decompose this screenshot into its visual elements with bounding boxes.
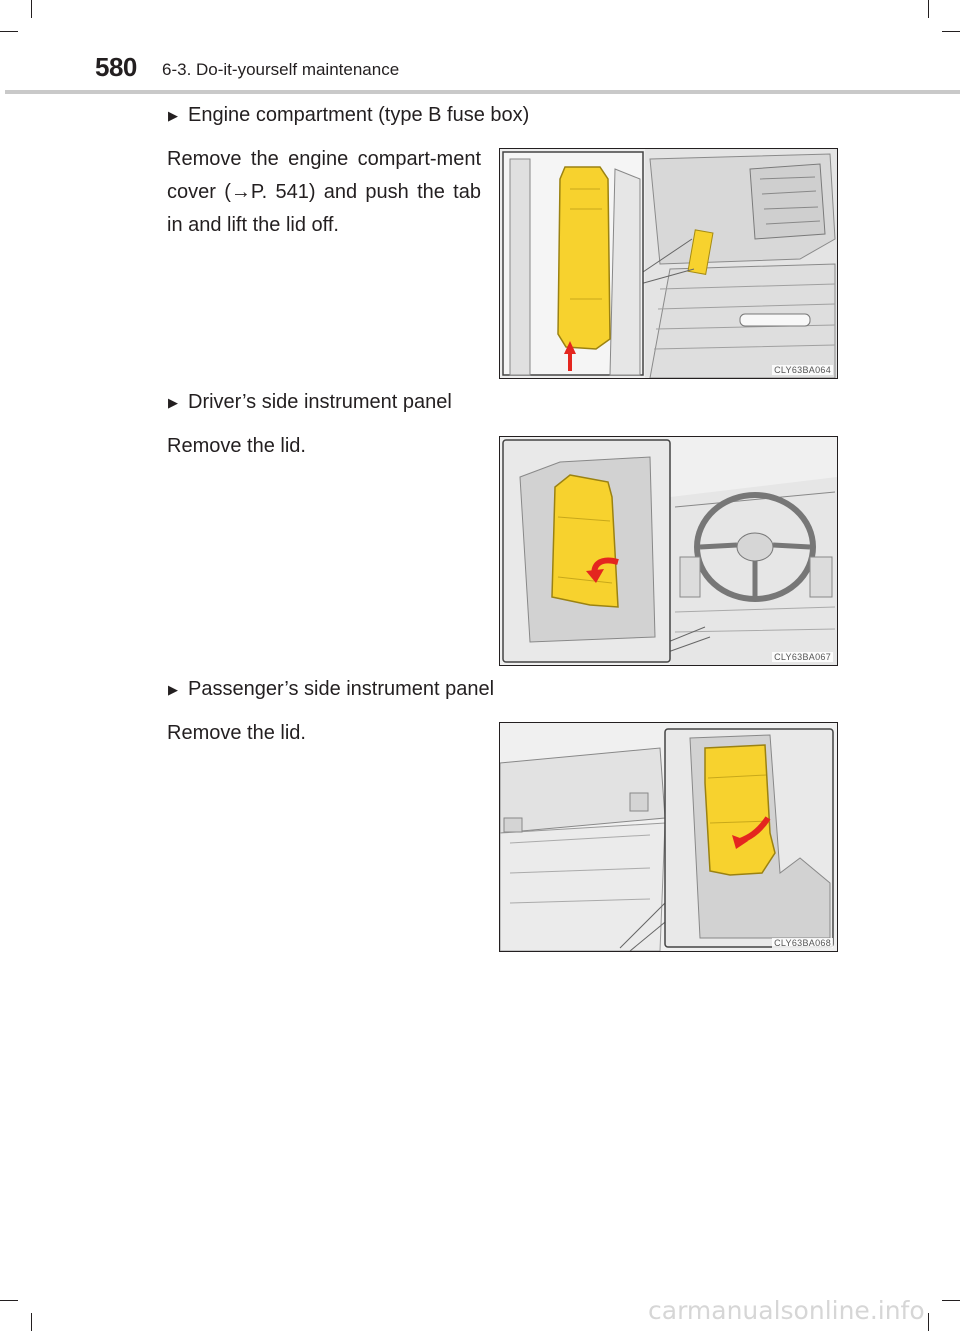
crop-mark xyxy=(0,31,18,32)
watermark: carmanualsonline.info xyxy=(648,1296,925,1325)
passenger-side-panel-figure xyxy=(499,722,838,952)
figure-code: CLY63BA064 xyxy=(774,365,831,375)
instruction-text: Remove the engine compart-ment cover (→P. 541) and push the tab in and lift the lid off. xyxy=(167,148,481,236)
figure-code: CLY63BA068 xyxy=(774,938,831,948)
crop-mark xyxy=(31,0,32,18)
engine-compartment-figure xyxy=(499,148,838,379)
section-title: 6-3. Do-it-yourself maintenance xyxy=(162,60,400,79)
crop-mark xyxy=(0,1300,18,1301)
instruction-text: Remove the lid. xyxy=(167,435,306,457)
triangle-bullet-icon: ▶ xyxy=(168,681,178,697)
page-number: 580 xyxy=(95,52,137,82)
section-heading-driver-side xyxy=(168,391,452,414)
triangle-bullet-icon: ▶ xyxy=(168,394,178,410)
driver-side-panel-illustration xyxy=(500,437,837,665)
crop-mark xyxy=(31,1313,32,1331)
section-heading-engine-compartment xyxy=(168,104,529,127)
figure-code: CLY63BA067 xyxy=(774,652,831,662)
heading-label: Driver’s side instrument panel xyxy=(188,391,452,413)
crop-mark xyxy=(928,1313,929,1331)
heading-label: Passenger’s side instrument panel xyxy=(188,678,495,700)
header-rule xyxy=(5,90,960,94)
crop-mark xyxy=(942,1300,960,1301)
heading-label: Engine compartment (type B fuse box) xyxy=(188,104,530,126)
engine-compartment-illustration xyxy=(500,149,837,378)
instruction-text: Remove the lid. xyxy=(167,722,306,744)
crop-mark xyxy=(942,31,960,32)
crop-mark xyxy=(928,0,929,18)
driver-side-panel-figure xyxy=(499,436,838,666)
passenger-side-panel-illustration xyxy=(500,723,837,951)
triangle-bullet-icon: ▶ xyxy=(168,107,178,123)
section-heading-passenger-side xyxy=(168,678,494,701)
